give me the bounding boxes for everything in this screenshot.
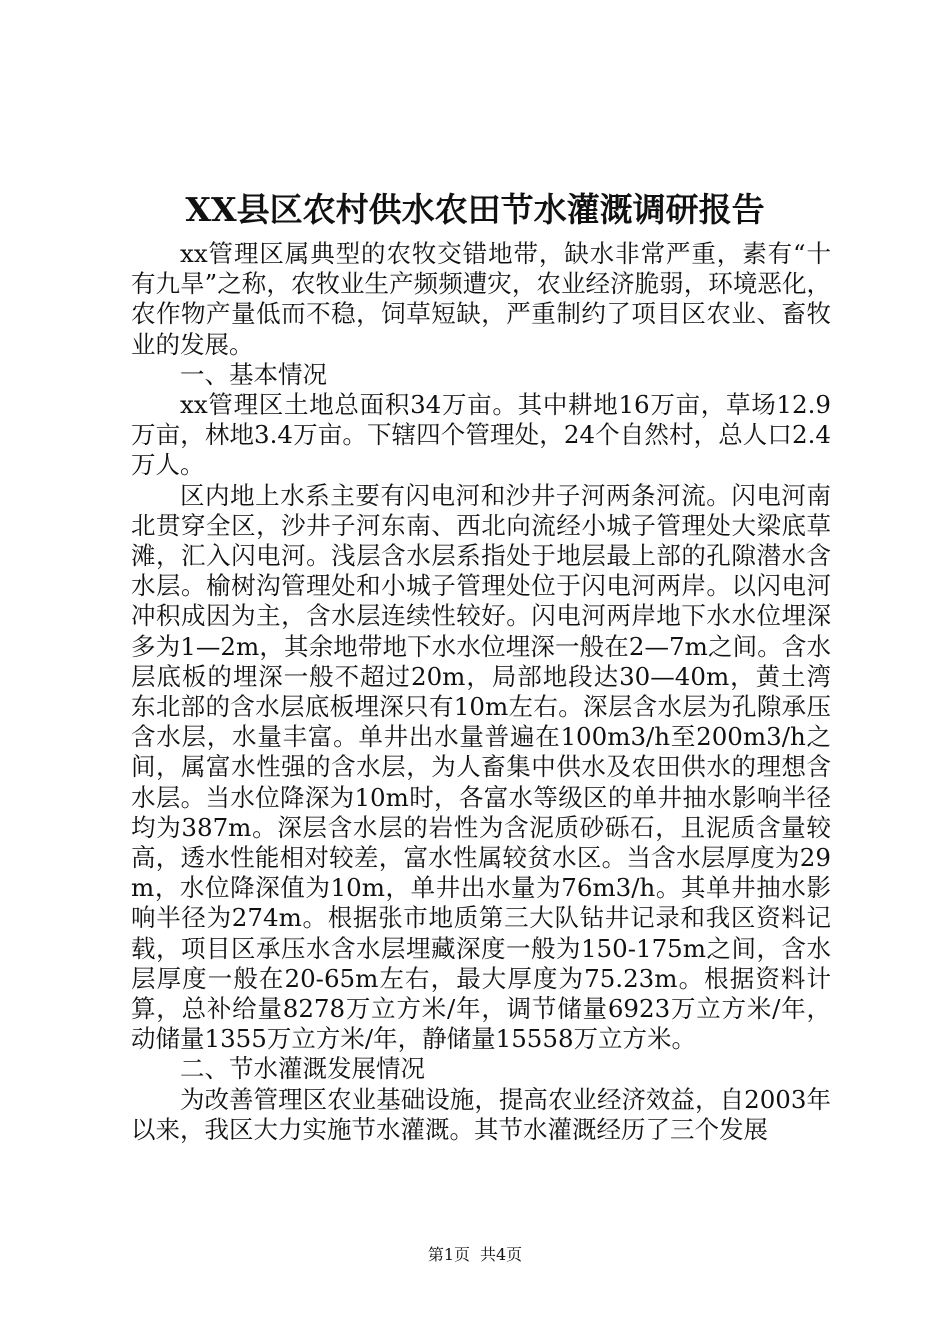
paragraph-hydrology: 区内地上水系主要有闪电河和沙井子河两条河流。闪电河南北贯穿全区，沙井子河东南、西北向流经小城子管理处大梁底草滩，汇入闪电河。浅层含水层系指处于地层最上部的孔隙潜水含水层。榆树沟管理处和小城子管理处位于闪电河两岸。以闪电河冲积成因为主，含水层连续性较好。闪电河两岸地下水水位埋深多为1—2m，其余地带地下水水位埋深一般在2—7m之间。含水层底板的埋深一般不超过20m，局部地段达30—40m，黄土湾东北部的含水层底板埋深只有10m左右。深层含水层为孔隙承压含水层，水量丰富。单井出水量普遍在100m3/h至200m3/h之间，属富水性强的含水层，为人畜集中供水及农田供水的理想含水层。当水位降深为10m时，各富水等级区的单井抽水影响半径均为387m。深层含水层的岩性为含泥质砂砾石，且泥质含量较高，透水性能相对较差，富水性属较贫水区。当含水层厚度为29m，水位降深值为10m，单井出水量为76m3/h。其单井抽水影响半径为274m。根据张市地质第三大队钻井记录和我区资料记载，项目区承压水含水层埋藏深度一般为150-175m之间，含水层厚度一般在20-65m左右，最大厚度为75.23m。根据资料计算，总补给量8278万立方米/年，调节储量6923万立方米/年，动储量1355万立方米/年，静储量15558万立方米。	[131, 480, 831, 1054]
paragraph-intro: xx管理区属典型的农牧交错地带，缺水非常严重，素有“十有九旱”之称，农牧业生产频频遭灾，农业经济脆弱，环境恶化，农作物产量低而不稳，饲草短缺，严重制约了项目区农业、畜牧业的发展。	[131, 239, 831, 359]
section-heading-irrigation-development: 二、节水灌溉发展情况	[180, 1054, 425, 1084]
page-footer	[0, 1244, 950, 1266]
document-title: XX县区农村供水农田节水灌溉调研报告	[185, 190, 765, 229]
paragraph-irrigation: 为改善管理区农业基础设施，提高农业经济效益，自2003年以来，我区大力实施节水灌溉。其节水灌溉经历了三个发展	[131, 1084, 831, 1144]
section-heading-basic-situation: 一、基本情况	[180, 359, 327, 389]
page-number-current: 第1页	[427, 1245, 470, 1264]
page-number-total: 共4页	[480, 1245, 523, 1264]
paragraph-land-area: xx管理区土地总面积34万亩。其中耕地16万亩，草场12.9万亩，林地3.4万亩。下辖四个管理处，24个自然村，总人口2.4万人。	[131, 390, 831, 480]
document-body	[131, 239, 831, 1145]
